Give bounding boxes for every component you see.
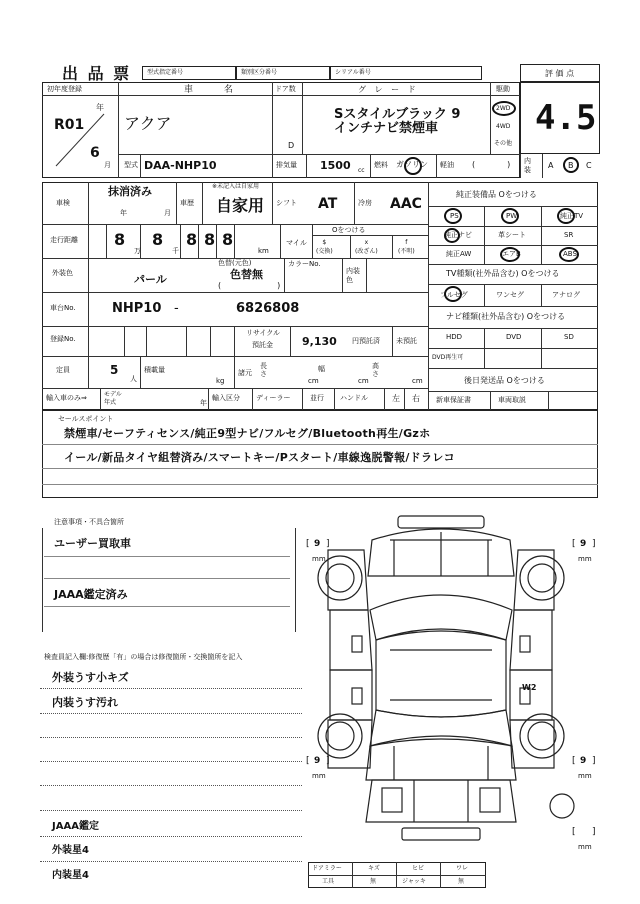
notes-line2: JAAA鑑定済み <box>54 588 128 601</box>
dvd-playback-label[interactable]: DVD再生可 <box>432 354 464 361</box>
chassis-label: 車台No. <box>50 304 76 312</box>
doors-value: D <box>288 141 295 150</box>
grade-label: グ レ ー ド <box>358 85 419 94</box>
car-damage-diagram <box>310 510 550 880</box>
notes-label: 注意事項・不具合箇所 <box>54 518 124 526</box>
class-number-label: 類別区分番号 <box>241 69 278 76</box>
nav-dvd[interactable]: DVD <box>506 333 522 341</box>
chassis-number: 6826808 <box>236 301 300 316</box>
nav-title: ナビ種類(社外品含む) Oをつける <box>446 312 566 321</box>
capacity-value: 5 <box>110 363 119 377</box>
grade-line2: インチナビ禁煙車 <box>334 121 439 136</box>
tv-fullseg[interactable]: フルセグ <box>440 291 468 299</box>
equip-leather[interactable]: 革シート <box>498 231 526 239</box>
model-year-label: モデル 年式 <box>104 391 122 406</box>
car-name: アクア <box>124 114 172 133</box>
recycle-unpaid[interactable]: 未預託 <box>396 337 417 345</box>
equip-tv-circle <box>557 208 575 224</box>
shift-value: AT <box>318 196 338 212</box>
equip-pw[interactable]: PW <box>506 212 518 220</box>
recycle-label-2: 預託金 <box>252 341 273 349</box>
damage-mark-w2: W2 <box>522 683 537 692</box>
nav-hdd[interactable]: HDD <box>446 333 463 341</box>
equip-abs-circle <box>559 247 579 262</box>
length-label: 長さ <box>260 362 267 378</box>
reg-label: 登録No. <box>50 335 76 343</box>
height-label: 高さ <box>372 362 379 378</box>
year-unit: 年 <box>96 103 104 112</box>
fuel-circle <box>404 157 422 175</box>
score-box <box>520 82 600 154</box>
tread-rl-value: 9 <box>314 756 321 766</box>
tread-fr-open: [ <box>572 539 576 549</box>
tv-fullseg-circle <box>444 286 462 302</box>
capacity-label: 定員 <box>56 366 70 374</box>
recycle-value: 9,130 <box>302 335 337 348</box>
equip-sr[interactable]: SR <box>564 231 574 239</box>
tread-spare-open: [ <box>572 827 576 837</box>
cc-unit: cc <box>358 167 365 174</box>
tread-fr-value: 9 <box>580 539 587 549</box>
odo-unknown[interactable]: f (不明) <box>398 239 415 255</box>
tread-fl-value: 9 <box>314 539 321 549</box>
inspection-year: 年 <box>120 209 127 217</box>
serial-number-box <box>330 66 482 80</box>
drive-other[interactable]: その他 <box>494 140 513 147</box>
model-cert-label: 型式指定番号 <box>147 69 184 76</box>
equip-airbag[interactable]: エアB <box>502 250 521 258</box>
tread-rl-open: [ <box>306 756 310 766</box>
inspection-month: 月 <box>164 209 171 217</box>
color-repaint-label: 色替(元色) <box>218 259 252 267</box>
tread-fl-open: [ <box>306 539 310 549</box>
grade-line1: Sスタイルブラック 9 <box>334 107 461 122</box>
mileage-digit-1: 8 <box>114 230 126 249</box>
color-label: 外装色 <box>52 269 73 277</box>
later-manual[interactable]: 車両取説 <box>498 396 526 404</box>
first-reg-label: 初年度登録 <box>47 85 82 93</box>
legend-break: ワレ <box>456 865 469 872</box>
score-value: 4.5 <box>535 98 597 138</box>
inspector-line9: 内装星4 <box>52 870 89 881</box>
import-dealer[interactable]: ディーラー <box>256 394 291 402</box>
legend-tools-value: 無 <box>370 878 377 885</box>
equip-navi-circle <box>444 228 460 243</box>
first-reg-month: 6 <box>90 145 100 161</box>
handle-right[interactable]: 右 <box>412 394 420 403</box>
recycle-paid[interactable]: 円預託済 <box>352 337 380 345</box>
equip-tv[interactable]: 純正TV <box>560 212 584 220</box>
ac-value: AAC <box>390 196 422 212</box>
doors-label: ドア数 <box>275 85 296 93</box>
date-slash <box>52 112 112 172</box>
inspector-line1: 外装うす小キズ <box>52 671 129 684</box>
model-year-unit: 年 <box>200 399 207 407</box>
tread-rr-unit: mm <box>578 772 592 780</box>
legend-mirror: ドアミラー <box>312 865 342 872</box>
interior-b[interactable]: B <box>568 161 574 170</box>
equip-aw[interactable]: 純正AW <box>446 250 472 258</box>
ac-label: 冷房 <box>358 199 372 207</box>
legend-crack: ヒビ <box>412 865 425 872</box>
interior-a[interactable]: A <box>548 161 554 170</box>
later-warranty[interactable]: 新車保証書 <box>436 396 471 404</box>
tv-oneseg[interactable]: ワンセグ <box>496 291 524 299</box>
kg-unit: kg <box>216 377 225 385</box>
length-cm: cm <box>308 377 319 385</box>
mile-label: マイル <box>286 239 307 247</box>
model-cert-box <box>142 66 236 80</box>
width-label: 幅 <box>318 365 325 373</box>
legend-scratch: キズ <box>368 865 380 872</box>
history-value: 自家用 <box>216 196 265 215</box>
model-label: 型式 <box>124 161 138 169</box>
first-reg-year: R01 <box>54 117 85 133</box>
interior-c[interactable]: C <box>586 161 592 170</box>
score-label: 評 価 点 <box>545 69 575 78</box>
drive-label: 駆動 <box>496 85 510 93</box>
tv-analog[interactable]: アナログ <box>552 291 580 299</box>
sen-unit: 千 <box>172 247 179 255</box>
tread-rr-close: ] <box>592 756 596 766</box>
import-class-label: 輸入区分 <box>212 394 240 402</box>
equip-pw-circle <box>501 208 519 224</box>
inspection-value: 抹消済み <box>108 185 152 198</box>
color-repaint-paren: ( ) <box>218 281 281 290</box>
tread-rl-close: ] <box>326 756 330 766</box>
score-header <box>520 64 600 82</box>
notes-line1: ユーザー買取車 <box>54 537 131 550</box>
import-label: 輸入車のみ⇒ <box>46 394 87 402</box>
inspector-line8: 外装星4 <box>52 845 89 856</box>
fuel-value: ガソリン <box>396 160 428 169</box>
equip-ps[interactable]: PS <box>450 212 459 220</box>
car-name-label: 車 名 <box>184 85 247 95</box>
capacity-unit: 人 <box>130 375 137 383</box>
drive-2wd[interactable]: 2WD <box>496 105 511 112</box>
tread-spare-close: ] <box>592 827 596 837</box>
km-unit: km <box>258 247 269 255</box>
displacement-value: 1500 <box>320 159 351 172</box>
width-cm: cm <box>358 377 369 385</box>
chassis-prefix: NHP10 <box>112 301 162 316</box>
inspector-line2: 内装うす汚れ <box>52 696 118 709</box>
class-number-box <box>236 66 330 80</box>
interior-color-label: 内装 色 <box>346 267 360 284</box>
form-title: 出 品 票 <box>62 64 132 83</box>
equip-airbag-circle <box>500 247 520 262</box>
tread-spare-unit: mm <box>578 843 592 851</box>
equip-ps-circle <box>444 208 462 224</box>
diesel-label: 軽油 <box>440 161 454 169</box>
displacement-label: 排気量 <box>276 161 297 169</box>
odo-exchanged[interactable]: $ (交換) <box>316 239 333 255</box>
equip-navi[interactable]: 純正ナビ <box>444 231 472 239</box>
tread-rl-unit: mm <box>312 772 326 780</box>
diesel-paren: ( ) <box>472 160 511 169</box>
equip-abs[interactable]: ABS <box>563 250 577 258</box>
interior-label: 内装 <box>524 157 531 174</box>
month-unit: 月 <box>104 161 111 169</box>
drive-2wd-circle <box>492 101 516 116</box>
sales-points-line2: イール/新品タイヤ組替済み/スマートキー/Pスタート/車線逸脱警報/ドラレコ <box>64 451 455 464</box>
serial-number-label: シリアル番号 <box>335 69 371 76</box>
tread-rr-value: 9 <box>580 756 587 766</box>
history-label: 車歴 <box>180 199 194 207</box>
tread-fl-unit: mm <box>312 555 326 563</box>
import-parallel[interactable]: 並行 <box>310 394 324 402</box>
mileage-digit-3: 8 <box>186 230 198 249</box>
dims-label: 諸元 <box>238 369 252 377</box>
mileage-digit-2: 8 <box>152 230 164 249</box>
load-label: 積載量 <box>144 366 165 374</box>
tread-fr-unit: mm <box>578 555 592 563</box>
drive-4wd[interactable]: 4WD <box>496 123 511 130</box>
recycle-label-1: リサイクル <box>246 329 281 337</box>
tread-rr-open: [ <box>572 756 576 766</box>
mileage-digit-4: 8 <box>204 230 216 249</box>
handle-label: ハンドル <box>340 394 368 402</box>
mileage-digit-5: 8 <box>222 230 234 249</box>
handle-left[interactable]: 左 <box>392 394 400 403</box>
interior-b-circle <box>563 157 579 173</box>
history-note: ※未記入は自家用 <box>212 183 260 190</box>
tread-fl-close: ] <box>326 539 330 549</box>
tread-fr-close: ] <box>592 539 596 549</box>
color-value: パール <box>134 273 167 286</box>
mileage-label: 走行距離 <box>50 236 78 244</box>
later-title: 後日発送品 Oをつける <box>464 376 545 385</box>
shift-label: シフト <box>276 199 297 207</box>
odo-tampered[interactable]: x (改ざん) <box>355 239 378 255</box>
equipment-title: 純正装備品 Oをつける <box>456 190 537 199</box>
odo-circle-note: Oをつける <box>332 226 366 234</box>
legend-jack: ジャッキ <box>402 878 426 885</box>
legend-tools: 工具 <box>322 878 335 885</box>
model-value: DAA-NHP10 <box>144 159 217 172</box>
inspection-label: 車検 <box>56 199 70 207</box>
color-repaint-value: 色替無 <box>230 268 263 281</box>
man-unit: 万 <box>134 247 141 255</box>
sales-points-line1: 禁煙車/セーフティセンス/純正9型ナビ/フルセグ/Bluetooth再生/Gzホ <box>64 427 431 440</box>
inspector-line7: JAAA鑑定 <box>52 821 99 832</box>
fuel-label: 燃料 <box>374 161 388 169</box>
sales-points-label: セールスポイント <box>58 415 114 423</box>
color-no-label: カラーNo. <box>288 260 321 268</box>
inspector-label: 検査員記入欄:修復歴「有」の場合は修復箇所・交換箇所を記入 <box>44 653 243 661</box>
nav-sd[interactable]: SD <box>564 333 574 341</box>
height-cm: cm <box>412 377 423 385</box>
tv-title: TV種類(社外品含む) Oをつける <box>446 269 560 278</box>
legend-jack-value: 無 <box>458 878 465 885</box>
chassis-dash: - <box>174 301 179 316</box>
